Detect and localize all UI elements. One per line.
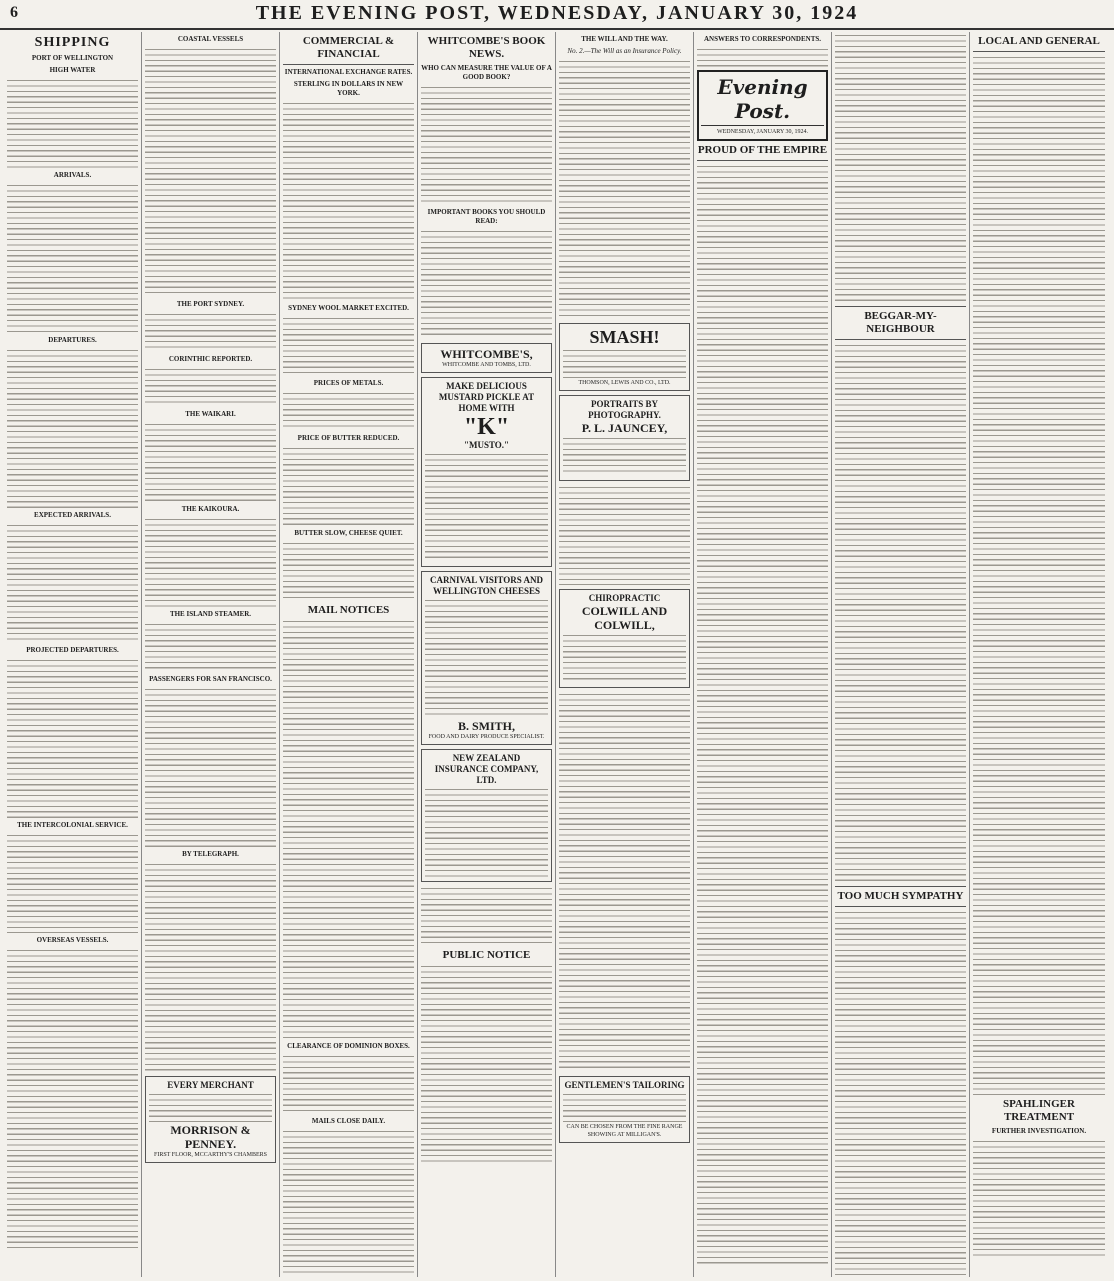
ad-line: SMASH!: [589, 327, 660, 347]
ad-line: WHITCOMBE'S,: [440, 347, 533, 361]
advertisement: [145, 1076, 276, 1163]
section-heading: MAILS CLOSE DAILY.: [311, 1117, 386, 1125]
body-text: [283, 101, 414, 301]
section-heading: TOO MUCH SYMPATHY: [837, 890, 964, 902]
mail-notices-heading: MAIL NOTICES: [307, 604, 390, 616]
body-text: [835, 910, 966, 1277]
section-heading: HIGH WATER: [49, 66, 96, 74]
book-news-heading: WHITCOMBE'S BOOK NEWS.: [427, 35, 546, 60]
ad-line: MORRISON & PENNEY.: [170, 1123, 251, 1151]
will-heading: THE WILL AND THE WAY.: [581, 35, 668, 43]
body-text: [145, 422, 276, 502]
column-editorial-continued: [832, 32, 970, 1277]
ad-line: CHIROPRACTIC: [588, 593, 661, 603]
section-heading: THE PORT SYDNEY.: [176, 300, 245, 308]
column-commercial: [280, 32, 418, 1277]
body-text: [697, 164, 828, 1264]
section-heading: PASSENGERS FOR SAN FRANCISCO.: [149, 675, 272, 683]
advertisement: [559, 395, 690, 481]
body-text: [559, 59, 690, 319]
advertisement: [421, 571, 552, 745]
ad-line: GENTLEMEN'S TAILORING: [564, 1080, 685, 1090]
column-whitcombes: [418, 32, 556, 1277]
body-text: [145, 862, 276, 1072]
section-heading: BY TELEGRAPH.: [182, 850, 239, 858]
body-text: [145, 367, 276, 407]
section-heading: STERLING IN DOLLARS IN NEW YORK.: [293, 80, 404, 97]
body-text: [283, 541, 414, 601]
section-heading: THE KAIKOURA.: [181, 505, 240, 513]
body-text: [7, 833, 138, 933]
body-text: [563, 436, 686, 476]
ad-line: FIRST FLOOR, MCCARTHY'S CHAMBERS: [154, 1152, 267, 1158]
body-text: [835, 33, 966, 303]
body-text: [7, 658, 138, 818]
body-text: [425, 787, 548, 877]
body-text: [425, 452, 548, 562]
body-text: [7, 183, 138, 333]
section-heading: PRICES OF METALS.: [313, 379, 384, 387]
body-text: [425, 598, 548, 718]
body-text: [283, 316, 414, 376]
body-text: [7, 348, 138, 508]
body-text: [7, 78, 138, 168]
ad-line: CAN BE CHOSEN FROM THE FINE RANGE SHOWING AT MILLIGAN'S.: [566, 1124, 683, 1138]
advertisement: [559, 1076, 690, 1143]
section-heading: BUTTER SLOW, CHEESE QUIET.: [294, 529, 403, 537]
column-editorial: [694, 32, 832, 1277]
column-shipping-continued: [142, 32, 280, 1277]
body-text: [149, 1092, 272, 1122]
body-text: [421, 85, 552, 205]
ad-line: COLWILL AND COLWILL,: [581, 604, 668, 632]
column-shipping: [4, 32, 142, 1277]
divider: [973, 51, 1105, 52]
port-subheading: PORT OF WELLINGTON: [31, 54, 114, 62]
section-subheading: FURTHER INVESTIGATION.: [991, 1127, 1087, 1135]
advertisement: [559, 323, 690, 391]
advertisement: [421, 749, 552, 882]
column-local: [970, 32, 1108, 1277]
section-heading: THE INTERCOLONIAL SERVICE.: [17, 821, 128, 829]
ad-line: FOOD AND DAIRY PRODUCE SPECIALIST.: [428, 734, 545, 740]
section-heading: ARRIVALS.: [53, 171, 92, 179]
body-text: [563, 1092, 686, 1122]
ad-line: THOMSON, LEWIS AND CO., LTD.: [578, 380, 671, 386]
ad-line: P. L. JAUNCEY,: [581, 421, 668, 435]
page-columns: [4, 32, 1110, 1277]
section-heading: PROJECTED DEPARTURES.: [26, 646, 119, 654]
section-heading: SYDNEY WOOL MARKET EXCITED.: [288, 304, 409, 312]
public-notice-heading: PUBLIC NOTICE: [442, 949, 531, 961]
ad-line: EVERY MERCHANT: [167, 1080, 254, 1090]
editorial-heading: PROUD OF THE EMPIRE: [697, 144, 828, 156]
shipping-heading: SHIPPING: [34, 35, 111, 50]
body-text: [973, 55, 1105, 1095]
body-text: [563, 633, 686, 683]
paper-date: WEDNESDAY, JANUARY 30, 1924.: [701, 125, 824, 136]
divider: [835, 339, 966, 340]
body-text: [283, 391, 414, 431]
divider: [697, 160, 828, 161]
body-text: [283, 619, 414, 1039]
ad-line: "K": [463, 414, 510, 440]
body-text: [7, 948, 138, 1248]
body-text: [145, 517, 276, 607]
divider: [835, 306, 966, 307]
body-text: [283, 1129, 414, 1277]
divider: [283, 64, 414, 65]
divider: [835, 906, 966, 907]
ad-line: WHITCOMBE AND TOMBS, LTD.: [442, 362, 531, 368]
paper-title: Evening Post.: [717, 75, 808, 123]
section-heading: THE WAIKARI.: [185, 410, 236, 418]
divider: [835, 886, 966, 887]
body-text: [421, 964, 552, 1164]
body-text: [283, 1054, 414, 1114]
local-heading: LOCAL AND GENERAL: [978, 35, 1100, 47]
body-text: [145, 622, 276, 672]
body-text: [559, 485, 690, 585]
section-heading: SPAHLINGER TREATMENT: [1003, 1098, 1075, 1123]
section-heading: DEPARTURES.: [48, 336, 97, 344]
body-text: [145, 687, 276, 847]
newspaper-title: THE EVENING POST, WEDNESDAY, JANUARY 30, 1924: [255, 2, 859, 24]
advertisement: [421, 377, 552, 567]
ad-line: CARNIVAL VISITORS AND WELLINGTON CHEESES: [429, 575, 544, 596]
section-heading: CORINTHIC REPORTED.: [168, 355, 253, 363]
body-text: [283, 446, 414, 526]
section-heading: OVERSEAS VESSELS.: [36, 936, 109, 944]
ad-line: PORTRAITS BY PHOTOGRAPHY.: [588, 399, 661, 420]
body-text: [559, 692, 690, 1072]
masthead: [0, 0, 1114, 30]
section-heading: CLEARANCE OF DOMINION BOXES.: [287, 1042, 410, 1050]
ad-line: NEW ZEALAND INSURANCE COMPANY, LTD.: [434, 753, 539, 785]
ad-line: "MUSTO.": [463, 440, 510, 450]
section-heading: COASTAL VESSELS: [177, 35, 244, 43]
section-heading: INTERNATIONAL EXCHANGE RATES.: [284, 68, 413, 76]
body-text: [973, 1139, 1105, 1259]
commercial-heading: COMMERCIAL & FINANCIAL: [302, 35, 395, 60]
body-text: [145, 312, 276, 352]
body-text: [421, 886, 552, 946]
column-will: [556, 32, 694, 1277]
section-heading: BEGGAR-MY-NEIGHBOUR: [864, 310, 937, 335]
body-text: [7, 523, 138, 643]
section-heading: THE ISLAND STEAMER.: [169, 610, 252, 618]
advertisement: [559, 589, 690, 688]
ad-line: MAKE DELICIOUS MUSTARD PICKLE AT HOME WITH: [438, 381, 535, 413]
ad-line: B. SMITH,: [457, 719, 515, 733]
section-heading: PRICE OF BUTTER REDUCED.: [297, 434, 400, 442]
body-text: [421, 229, 552, 339]
editorial-flag: [697, 70, 828, 141]
section-heading: EXPECTED ARRIVALS.: [34, 511, 111, 519]
section-heading: IMPORTANT BOOKS YOU SHOULD READ:: [427, 208, 546, 225]
page-number: 6: [10, 4, 18, 21]
body-text: [697, 47, 828, 67]
section-heading: WHO CAN MEASURE THE VALUE OF A GOOD BOOK?: [421, 64, 552, 81]
will-subheading: No. 2.—The Will as an Insurance Policy.: [567, 47, 682, 55]
body-text: [145, 47, 276, 297]
body-text: [563, 348, 686, 378]
body-text: [835, 343, 966, 883]
advertisement: [421, 343, 552, 373]
answers-heading: ANSWERS TO CORRESPONDENTS.: [703, 35, 822, 43]
